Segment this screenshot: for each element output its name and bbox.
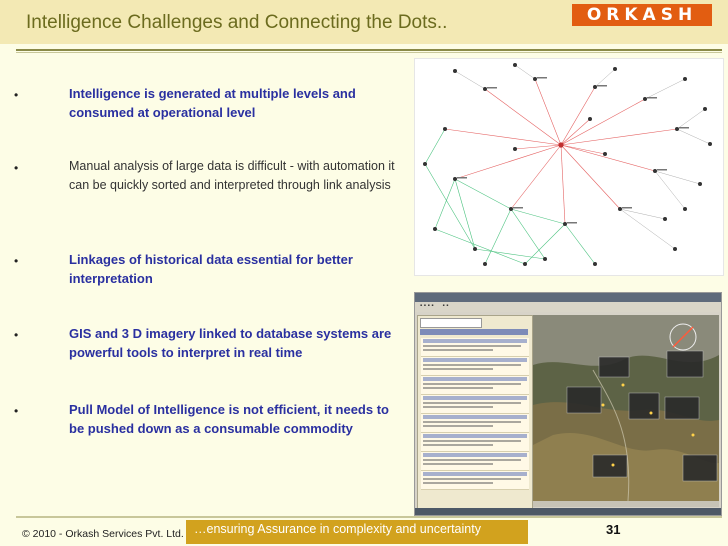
gis-menubar: ▪ ▪ ▪ ▪ ▪ ▪ [415,302,721,312]
gis-statusbar [533,501,719,507]
orkash-logo: ORKASH [572,4,712,26]
bullet-text: Manual analysis of large data is difficult - with automation it can be quickly sorted and interpreted through link analysis [69,159,395,192]
slide-title: Intelligence Challenges and Connecting the Dots.. [26,12,448,33]
gis-window-titlebar [415,293,721,302]
bullet-marker: • [14,254,19,268]
bullet-text: GIS and 3 D imagery linked to database systems are powerful tools to interpret in real time [69,326,392,360]
bullet-text: Intelligence is generated at multiple levels and consumed at operational level [69,86,356,120]
gis-map-svg [533,315,719,501]
title-divider-light [16,52,722,53]
gis-list-row [421,357,529,376]
footer-divider [16,516,722,518]
gis-list-row [421,471,529,490]
gis-taskbar [415,508,721,515]
bullet-marker: • [14,328,19,342]
copyright-text: © 2010 - Orkash Services Pvt. Ltd. [22,528,184,540]
tagline-band [186,520,528,544]
bullet-marker: • [14,161,19,175]
title-divider [16,49,722,51]
bullet-text: Linkages of historical data essential for better interpretation [69,252,353,286]
gis-list-row [421,433,529,452]
gis-list-row [421,395,529,414]
title-bar [0,0,728,44]
gis-list-row [421,376,529,395]
bullet-marker: • [14,404,19,418]
gis-event-list [417,315,533,511]
link-analysis-graph-svg [415,59,723,275]
tagline-text: …ensuring Assurance in complexity and uncertainty [194,522,481,536]
bullet-text: Pull Model of Intelligence is not efficient, it needs to be pushed down as a consumable commodity [69,402,389,436]
gis-list-tabs [420,329,528,335]
gis-satellite-map [533,315,719,501]
gis-screenshot [414,292,722,516]
page-number: 31 [606,522,621,537]
link-analysis-graph [414,58,724,276]
gis-list-row [421,338,529,357]
gis-category-select [420,318,482,328]
gis-list-row [421,414,529,433]
gis-list-row [421,452,529,471]
bullet-marker: • [14,88,19,102]
